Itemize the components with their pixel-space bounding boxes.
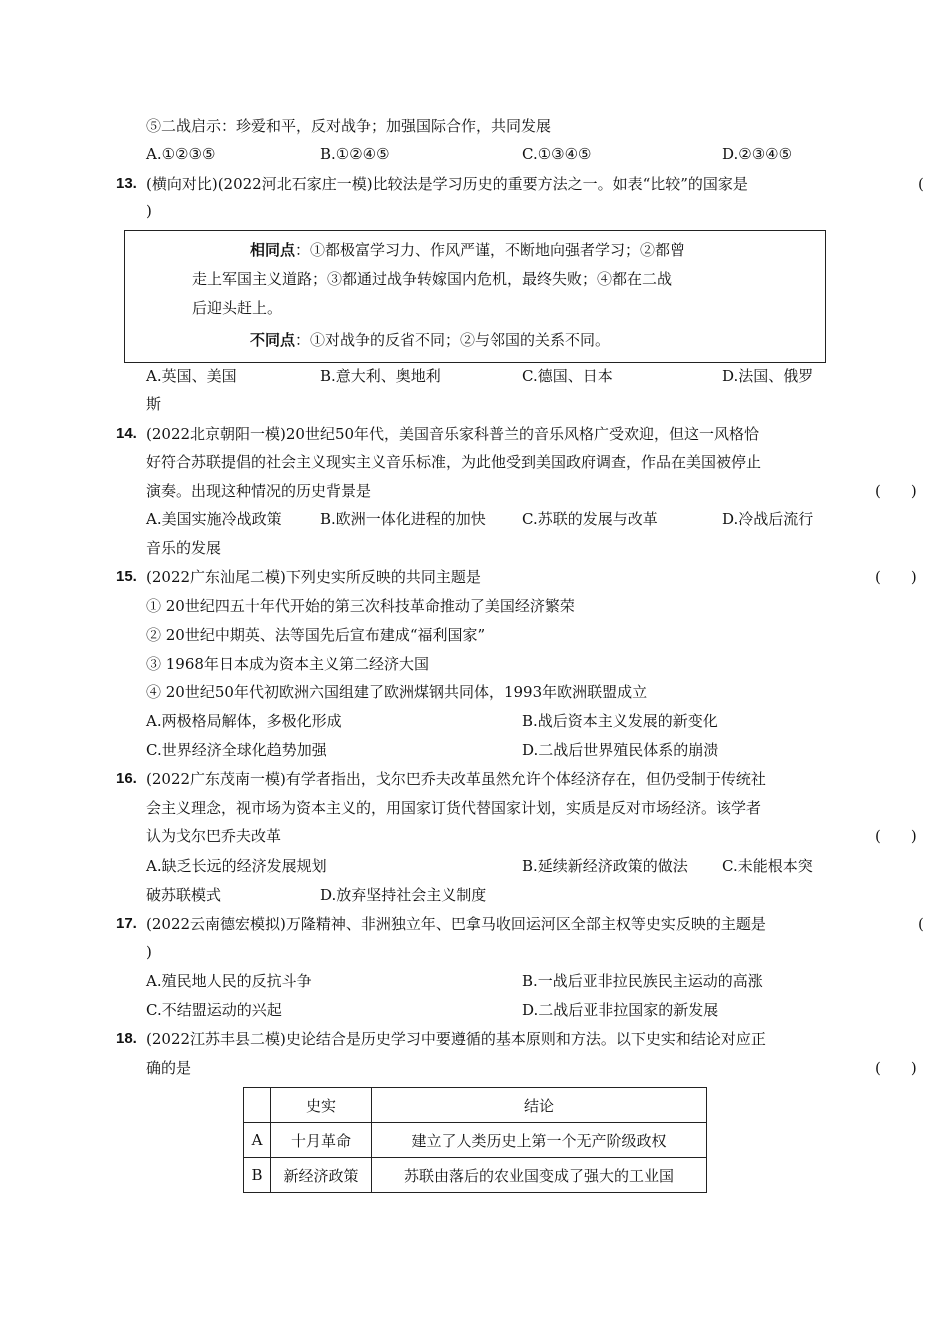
question-15-item-3: ③ 1968年日本成为资本主义第二经济大国	[146, 655, 429, 673]
facts-table	[243, 1087, 707, 1193]
question-15-option-c[interactable]: C.世界经济全球化趋势加强	[146, 741, 327, 759]
diff-text: ：①对战争的反省不同；②与邻国的关系不同。	[295, 331, 611, 349]
question-18-number: 18.	[116, 1030, 137, 1047]
question-13-option-b[interactable]: B.意大利、奥地利	[320, 367, 441, 385]
prev-option-a[interactable]: A.①②③⑤	[146, 145, 216, 163]
question-16-option-a[interactable]: A.缺乏长远的经济发展规划	[146, 857, 327, 875]
question-17-option-b[interactable]: B.一战后亚非拉民族民主运动的高涨	[522, 972, 763, 990]
table-cell: B	[244, 1158, 271, 1193]
question-16-option-c-wrap: 破苏联模式	[146, 886, 222, 904]
prev-option-c[interactable]: C.①③④⑤	[522, 145, 592, 163]
table-cell: 十月革命	[271, 1123, 372, 1158]
question-15-item-2: ② 20世纪中期英、法等国先后宣布建成“福利国家”	[146, 626, 486, 644]
question-15-item-1: ① 20世纪四五十年代开始的第三次科技革命推动了美国经济繁荣	[146, 597, 575, 615]
question-13-stem: (横向对比)(2022河北石家庄一模)比较法是学习历史的重要方法之一。如表“比较”的国家是	[146, 175, 748, 193]
question-18-stem-2: 确的是	[146, 1059, 192, 1077]
question-17-option-a[interactable]: A.殖民地人民的反抗斗争	[146, 972, 312, 990]
question-15-item-4: ④ 20世纪50年代初欧洲六国组建了欧洲煤钢共同体，1993年欧洲联盟成立	[146, 683, 648, 701]
question-15-number: 15.	[116, 568, 137, 585]
table-cell: 建立了人类历史上第一个无产阶级政权	[372, 1123, 707, 1158]
question-18-answer-paren: ( )	[875, 1059, 917, 1077]
question-15-stem: (2022广东汕尾二模)下列史实所反映的共同主题是	[146, 568, 481, 586]
same-label: 相同点	[250, 241, 296, 259]
question-16-option-b[interactable]: B.延续新经济政策的做法	[522, 857, 688, 875]
question-14-option-a[interactable]: A.美国实施冷战政策	[146, 510, 282, 528]
question-14-option-b[interactable]: B.欧洲一体化进程的加快	[320, 510, 486, 528]
question-14-number: 14.	[116, 425, 137, 442]
question-17-paren-open: (	[918, 915, 924, 933]
question-14-option-c[interactable]: C.苏联的发展与改革	[522, 510, 658, 528]
question-17-option-d[interactable]: D.二战后亚非拉国家的新发展	[522, 1001, 719, 1019]
question-13-option-c[interactable]: C.德国、日本	[522, 367, 613, 385]
question-14-option-d[interactable]: D.冷战后流行	[722, 510, 814, 528]
box-same-line-1	[250, 235, 685, 265]
table-cell: 新经济政策	[271, 1158, 372, 1193]
question-15-option-a[interactable]: A.两极格局解体，多极化形成	[146, 712, 342, 730]
question-14-stem-2: 好符合苏联提倡的社会主义现实主义音乐标准，为此他受到美国政府调查，作品在美国被停止	[146, 453, 762, 471]
question-15-option-d[interactable]: D.二战后世界殖民体系的崩溃	[522, 741, 719, 759]
question-14-answer-paren: ( )	[875, 482, 917, 500]
question-17-option-c[interactable]: C.不结盟运动的兴起	[146, 1001, 282, 1019]
question-15-option-b[interactable]: B.战后资本主义发展的新变化	[522, 712, 718, 730]
box-diff-line	[250, 325, 610, 355]
question-13-paren-close: )	[146, 202, 152, 220]
question-14-stem-3: 演奏。出现这种情况的历史背景是	[146, 482, 372, 500]
question-16-stem-3: 认为戈尔巴乔夫改革	[146, 827, 282, 845]
table-cell: 苏联由落后的农业国变成了强大的工业国	[372, 1158, 707, 1193]
question-13-paren-open: (	[918, 175, 924, 193]
table-row	[244, 1158, 707, 1193]
table-row	[244, 1123, 707, 1158]
question-14-stem-1: (2022北京朝阳一模)20世纪50年代，美国音乐家科普兰的音乐风格广受欢迎，但这一风格恰	[146, 425, 760, 443]
table-header-row	[244, 1088, 707, 1123]
question-13-option-a[interactable]: A.英国、美国	[146, 367, 237, 385]
question-14-option-d-wrap: 音乐的发展	[146, 539, 222, 557]
prev-option-d[interactable]: D.②③④⑤	[722, 145, 793, 163]
table-header-cell: 结论	[372, 1088, 707, 1123]
table-header-cell	[244, 1088, 271, 1123]
question-16-stem-2: 会主义理念，视市场为资本主义的，用国家订货代替国家计划，实质是反对市场经济。该学者	[146, 799, 762, 817]
question-16-option-c[interactable]: C.未能根本突	[722, 857, 813, 875]
question-16-option-d[interactable]: D.放弃坚持社会主义制度	[320, 886, 487, 904]
question-15-answer-paren: ( )	[875, 568, 917, 586]
question-13-number: 13.	[116, 175, 137, 192]
question-16-stem-1: (2022广东茂南一模)有学者指出，戈尔巴乔夫改革虽然允许个体经济存在，但仍受制于传统社	[146, 770, 766, 788]
diff-label: 不同点	[250, 331, 296, 349]
box-same-line-2: 走上军国主义道路；③都通过战争转嫁国内危机，最终失败；④都在二战	[192, 270, 673, 288]
table-cell: A	[244, 1123, 271, 1158]
table-header-cell: 史实	[271, 1088, 372, 1123]
box-same-line-3: 后迎头赶上。	[192, 299, 283, 317]
question-18-stem-1: (2022江苏丰县二模)史论结合是历史学习中要遵循的基本原则和方法。以下史实和结论对应正	[146, 1030, 766, 1048]
question-17-stem: (2022云南德宏模拟)万隆精神、非洲独立年、巴拿马收回运河区全部主权等史实反映的主题是	[146, 915, 766, 933]
question-13-option-d-wrap: 斯	[146, 395, 162, 413]
question-17-number: 17.	[116, 915, 137, 932]
prev-item-5: ⑤二战启示：珍爱和平，反对战争；加强国际合作，共同发展	[146, 117, 552, 135]
same-text-1: ：①都极富学习力、作风严谨，不断地向强者学习；②都曾	[295, 241, 686, 259]
question-16-number: 16.	[116, 770, 137, 787]
question-13-option-d[interactable]: D.法国、俄罗	[722, 367, 814, 385]
question-16-answer-paren: ( )	[875, 827, 917, 845]
prev-option-b[interactable]: B.①②④⑤	[320, 145, 390, 163]
question-17-paren-close: )	[146, 943, 152, 961]
